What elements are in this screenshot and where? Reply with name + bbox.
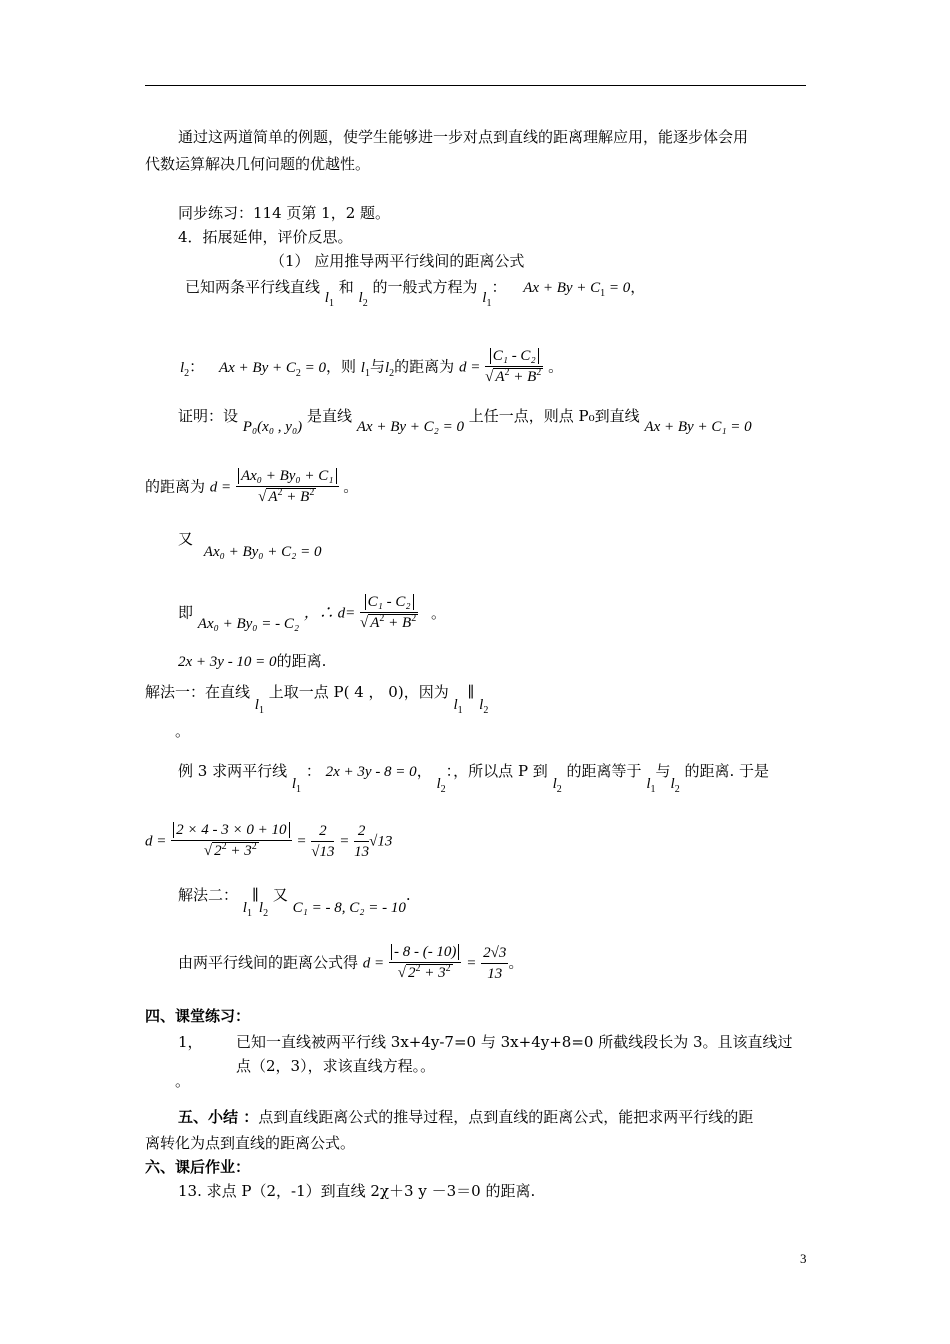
- practice-text: 同步练习：114 页第 1，2 题。: [178, 204, 391, 222]
- para1-line2: 代数运算解决几何问题的优越性。: [145, 155, 371, 173]
- example3-line: 例 3 求两平行线 $l_1$ ： 2x + 3y - 8 = 0， $l_2$：，所以点 P 到 $l_2$ 的距离等于 $l_1$与$l_2$ 的距离. 于是: [178, 762, 770, 795]
- proof-line: 证明：设 P₀(x₀ , y₀) 是直线 Ax + By + C₂ = 0 上任一点，则点 P₀到直线 Ax + By + C₁ = 0: [178, 407, 752, 435]
- section5-line2: 离转化为点到直线的距离公式。: [145, 1134, 356, 1152]
- calc2-line: 由两平行线间的距离公式得 d = $\frac{- 8 - (- 10)}{√ 2^2 + 3^2}$ = $\frac{2√3}{13}$ 。: [178, 944, 524, 982]
- sub1-heading: （1） 应用推导两平行线间的距离公式: [270, 252, 525, 270]
- section6-title: 六、课后作业：: [145, 1158, 251, 1176]
- section4-line2: 点（2，3），求该直线方程。。: [236, 1057, 436, 1075]
- para1-line1: 通过这两道简单的例题，使学生能够进一步对点到直线的距离理解应用，能逐步体会用: [178, 128, 749, 146]
- step4-heading: 4．拓展延伸，评价反思。: [178, 228, 353, 246]
- section4-mark: 。: [175, 1072, 191, 1090]
- known-statement: 已知两条平行线直线 $l_1$ 和 $l_2$ 的一般式方程为 $l_1$： $Ax + By + C_1 = 0$，: [185, 278, 646, 309]
- section4-num: 1，: [178, 1033, 203, 1051]
- method2-line: 解法二： $l_1\parallel l_2$ 又 C₁ = - 8, C₂ = - 10.: [178, 886, 411, 919]
- distance-fraction: $\frac{\text{C₁ - C₂}}{√ A^2 + B^2}$: [485, 348, 542, 385]
- section5-line1: 五、小结 ：点到直线距离公式的推导过程，点到直线的距离公式，能把求两平行线的距: [178, 1108, 754, 1126]
- section4-title: 四、课堂练习：: [145, 1007, 251, 1025]
- header-rule: [145, 85, 806, 86]
- also-line: 又 Ax₀ + By₀ + C₂ = 0: [178, 530, 322, 560]
- distance-p0: 的距离为 d = $\frac{\text{Ax₀ + By₀ + C₁}}{√ A^2 + B^2}$ 。: [145, 468, 359, 505]
- formula-line: $l_2$： $Ax + By + C_2 = 0$，则 $l_1$与$l_2$的距离为 d = $\frac{\text{C₁ - C₂}}{√ A^2 + B^2}$ 。: [180, 346, 563, 389]
- ie-line: 即 Ax₀ + By₀ = - C₂ ，∴ d= $\frac{\text{C₁ - C₂}}{√ A^2 + B^2}$ 。: [178, 594, 447, 632]
- calc1-line: d = $\frac{2 \times 4 - 3 \times 0 + 10}{√ 2^2 + 3^2}$ = $\frac{2}{√13}$ = $\frac{2}{13}$ √13: [145, 822, 393, 860]
- page-number: 3: [800, 1251, 807, 1266]
- section4-line1: 已知一直线被两平行线 3x+4y-7=0 与 3x+4y+8=0 所截线段长为 3。且该直线过: [236, 1033, 793, 1051]
- method1-line: 解法一：在直线 $l_1$ 上取一点 P( 4 ， 0)，因为 $l_1$ ∥ $l_2$: [145, 683, 489, 716]
- example-line-eq: 2x + 3y - 10 = 0的距离.: [178, 652, 327, 670]
- method1-end: 。: [175, 722, 191, 740]
- section6-question: 13. 求点 P（2，-1）到直线 2χ＋3 y －3＝0 的距离.: [178, 1182, 536, 1200]
